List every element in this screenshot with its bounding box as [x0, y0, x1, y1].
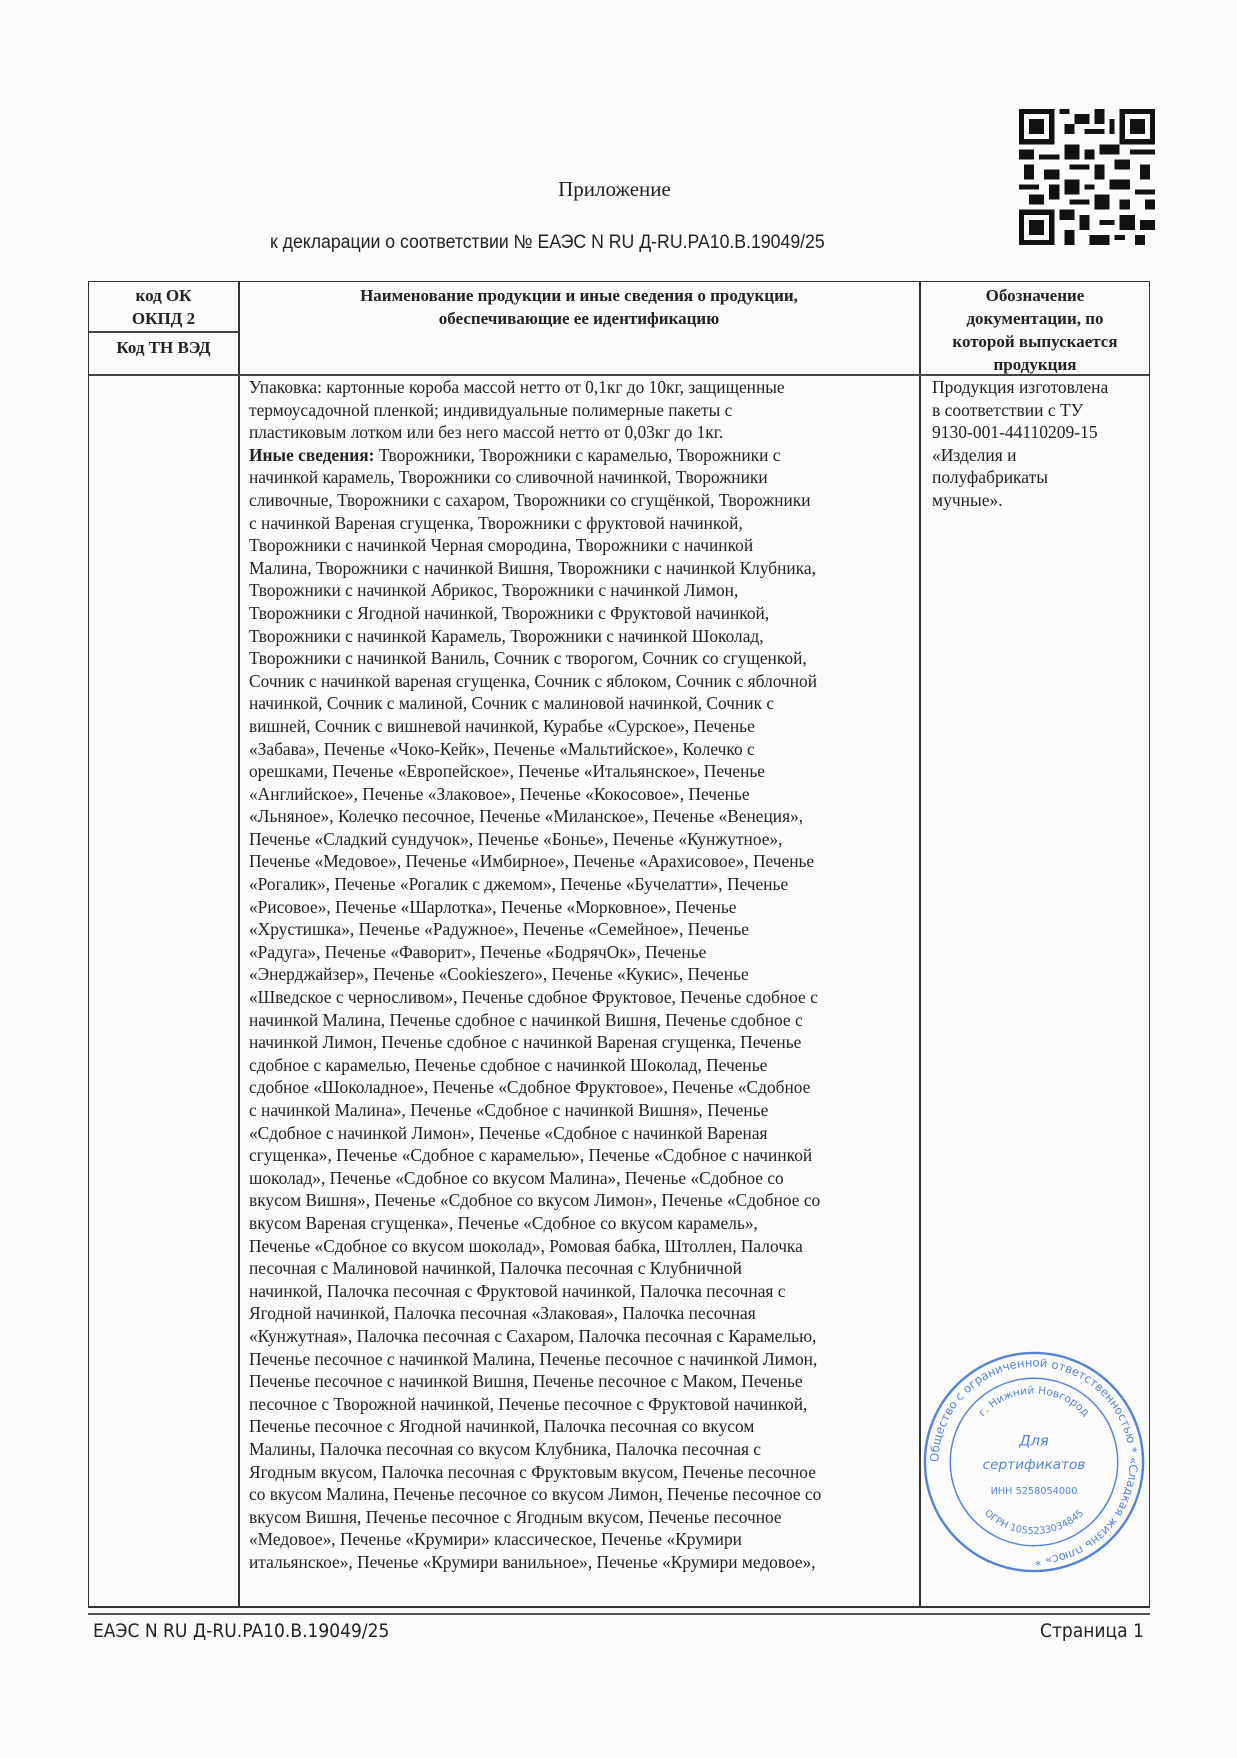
description-line: Малина, Творожники с начинкой Вишня, Творожники с начинкой Клубника,	[249, 557, 816, 578]
description-line: пластиковым лотком или без него массой нетто от 0,03кг до 1кг.	[249, 422, 724, 443]
company-stamp	[922, 1350, 1146, 1574]
description-line: песочное с Творожной начинкой, Печенье песочное с Фруктовой начинкой,	[249, 1393, 808, 1414]
documentation-line: полуфабрикаты	[932, 467, 1049, 488]
description-line: «Льняное», Колечко песочное, Печенье «Миланское», Печенье «Венеция»,	[249, 806, 804, 827]
description-line: «Шведское с черносливом», Печенье сдобное Фруктовое, Печенье сдобное с	[249, 987, 818, 1008]
col-header-okpd: код ОК ОКПД 2	[131, 286, 196, 328]
description-line: начинкой Лимон, Печенье сдобное с начинкой Вареная сгущенка, Печенье	[249, 1032, 802, 1053]
description-line: Творожники с начинкой Карамель, Творожники с начинкой Шоколад,	[249, 625, 764, 646]
description-line: сдобное с карамелью, Печенье сдобное с начинкой Шоколад, Печенье	[249, 1054, 768, 1075]
description-line: «Радуга», Печенье «Фаворит», Печенье «БодрячОк», Печенье	[249, 941, 707, 962]
description-line	[249, 444, 821, 467]
description-line: с начинкой Вареная сгущенка, Творожники с фруктовой начинкой,	[249, 512, 743, 533]
column-divider	[919, 282, 921, 1608]
description-line: вкусом Вишня», Печенье «Сдобное со вкусом Лимон», Печенье «Сдобное со	[249, 1190, 821, 1211]
qr-code-icon	[1019, 107, 1155, 247]
documentation-line: Продукция изготовлена	[932, 377, 1109, 397]
description-line: сливочные, Творожники с сахаром, Творожники со сгущёнкой, Творожники	[249, 489, 811, 510]
description-line: начинкой, Палочка песочная с Фруктовой начинкой, Палочка песочная с	[249, 1280, 786, 1301]
description-line: «Сдобное с начинкой Лимон», Печенье «Сдобное с начинкой Вареная	[249, 1122, 768, 1143]
description-line: Творожники с Ягодной начинкой, Творожники с Фруктовой начинкой,	[249, 602, 770, 623]
col-header-product-name: Наименование продукции и иные сведения о продукции, обеспечивающие ее идентификацию	[360, 286, 798, 328]
description-line: итальянское», Печенье «Крумири ванильное», Печенье «Крумири медовое»,	[249, 1551, 816, 1572]
column-divider	[238, 282, 240, 1608]
stamp-city-text: г. Нижний Новгород	[975, 1383, 1093, 1419]
footer-page-number: Страница 1	[1040, 1620, 1144, 1642]
description-line: песочная с Малиновой начинкой, Палочка песочная с Клубничной	[249, 1258, 742, 1279]
product-description	[249, 376, 842, 1573]
description-line: «Медовое», Печенье «Крумири» классическое, Печенье «Крумири	[249, 1529, 742, 1550]
description-line: вкусом Вареная сгущенка», Печенье «Сдобное со вкусом карамель»,	[249, 1212, 758, 1233]
description-line: Печенье «Сладкий сундучок», Печенье «Бонье», Печенье «Кунжутное»,	[249, 828, 783, 849]
description-line: Творожники с начинкой Черная смородина, Творожники с начинкой	[249, 535, 754, 556]
description-line: вишней, Сочник с вишневой начинкой, Курабье «Сурское», Печенье	[249, 715, 755, 736]
description-line: начинкой карамель, Творожники со сливочной начинкой, Творожники	[249, 467, 768, 488]
stamp-outer-text: Общество с ограниченной ответственностью * «Сладкая жизнь плюс» *	[927, 1355, 1141, 1569]
documentation-line: «Изделия и	[932, 444, 1017, 465]
description-line: с начинкой Малина», Печенье «Сдобное с начинкой Вишня», Печенье	[249, 1100, 769, 1120]
description-line: Малины, Палочка песочная со вкусом Клубника, Палочка песочная с	[249, 1438, 762, 1459]
documentation-reference	[932, 376, 1108, 512]
description-line: орешками, Печенье «Европейское», Печенье «Итальянское», Печенье	[249, 761, 766, 782]
col-header-documentation: Обозначение документации, по которой выпускается продукция	[952, 286, 1118, 374]
documentation-line: в соответствии с ТУ	[932, 399, 1084, 420]
svg-text:ОГРН 1055233034845	[982, 1508, 1086, 1537]
description-line: Упаковка: картонные короба массой нетто от 0,1кг до 10кг, защищенные	[249, 377, 785, 397]
document-title: Приложение	[558, 177, 671, 201]
description-line: сгущенка», Печенье «Сдобное с карамелью», Печенье «Сдобное с начинкой	[249, 1145, 813, 1166]
stamp-center-text: Для	[1019, 1432, 1049, 1450]
description-line: начинкой, Сочник с малиной, Сочник с малиновой начинкой, Сочник с	[249, 693, 775, 714]
description-line: вкусом Вишня, Печенье песочное с Ягодным вкусом, Печенье песочное	[249, 1506, 782, 1527]
description-line: Творожники с начинкой Ваниль, Сочник с творогом, Сочник со сгущенкой,	[249, 648, 807, 669]
description-line: «Английское», Печенье «Злаковое», Печенье «Кокосовое», Печенье	[249, 783, 750, 804]
description-line: Печенье песочное с Ягодной начинкой, Палочка песочная со вкусом	[249, 1416, 755, 1437]
stamp-inn-text: ИНН 5258054000	[990, 1486, 1078, 1498]
description-line: «Забава», Печенье «Чоко-Кейк», Печенье «Мальтийское», Колечко с	[249, 738, 755, 759]
description-line: Сочник с начинкой вареная сгущенка, Сочник с яблоком, Сочник с яблочной	[249, 670, 818, 691]
table-bottom-border	[88, 1606, 1150, 1615]
description-line: Ягодной начинкой, Палочка песочная «Злаковая», Палочка песочная	[249, 1303, 756, 1324]
description-line: «Энерджайзер», Печенье «Cookieszero», Печенье «Кукис», Печенье	[249, 964, 749, 985]
stamp-center-text: сертификатов	[982, 1456, 1086, 1473]
description-line: термоусадочной пленкой; индивидуальные полимерные пакеты с	[249, 399, 733, 420]
document-subtitle: к декларации о соответствии № ЕАЭС N RU Д-RU.PA10.B.19049/25	[270, 232, 825, 253]
description-line: «Рисовое», Печенье «Шарлотка», Печенье «Морковное», Печенье	[249, 896, 737, 917]
description-line: шоколад», Печенье «Сдобное со вкусом Малина», Печенье «Сдобное со	[249, 1167, 784, 1188]
description-line: Печенье песочное с начинкой Вишня, Печенье песочное с Маком, Печенье	[249, 1371, 803, 1392]
description-line: сдобное «Шоколадное», Печенье «Сдобное Фруктовое», Печенье «Сдобное	[249, 1077, 811, 1098]
description-line: Печенье «Медовое», Печенье «Имбирное», Печенье «Арахисовое», Печенье	[249, 851, 815, 872]
description-line: Печенье песочное с начинкой Малина, Печенье песочное с начинкой Лимон,	[249, 1348, 818, 1369]
description-line: Творожники с начинкой Абрикос, Творожники с начинкой Лимон,	[249, 580, 739, 601]
stamp-ogrn-text: ОГРН 1055233034845	[981, 1507, 1087, 1538]
description-text: Творожники, Творожники с карамелью, Творожники с	[374, 444, 781, 465]
col-header-tnved: Код ТН ВЭД	[116, 338, 211, 357]
documentation-line: 9130-001-44110209-15	[932, 422, 1098, 443]
description-line: Печенье «Сдобное со вкусом шоколад», Ромовая бабка, Штоллен, Палочка	[249, 1235, 803, 1256]
description-line: со вкусом Малина, Печенье песочное со вкусом Лимон, Печенье песочное со	[249, 1484, 822, 1505]
documentation-line: мучные».	[932, 489, 1003, 510]
description-line: начинкой Малина, Печенье сдобное с начинкой Вишня, Печенье сдобное с	[249, 1009, 803, 1030]
header-subdivider	[89, 331, 238, 333]
description-line: «Рогалик», Печенье «Рогалик с джемом», Печенье «Бучелатти», Печенье	[249, 874, 789, 895]
other-info-label: Иные сведения:	[249, 444, 375, 465]
description-line: Ягодным вкусом, Палочка песочная с Фруктовым вкусом, Печенье песочное	[249, 1461, 816, 1482]
description-line: «Кунжутная», Палочка песочная с Сахаром, Палочка песочная с Карамелью,	[249, 1325, 817, 1346]
footer-declaration-number: ЕАЭС N RU Д-RU.PA10.B.19049/25	[93, 1620, 390, 1642]
description-line: «Хрустишка», Печенье «Радужное», Печенье «Семейное», Печенье	[249, 919, 749, 940]
